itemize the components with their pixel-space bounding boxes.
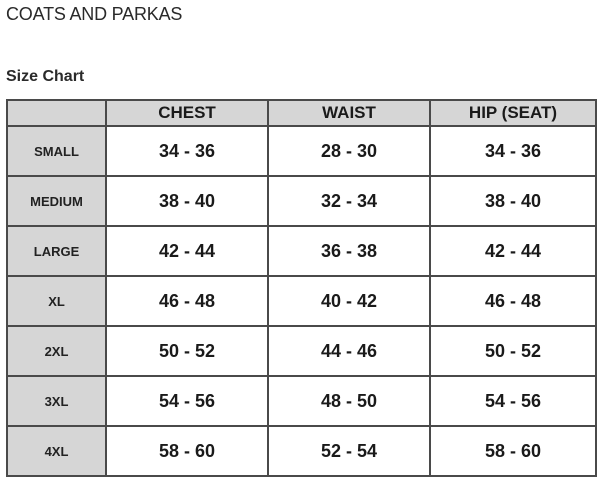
size-label: 2XL [7, 326, 106, 376]
waist-value: 32 - 34 [268, 176, 430, 226]
column-header-hip: HIP (SEAT) [430, 100, 596, 126]
size-label: XL [7, 276, 106, 326]
size-chart-table [6, 99, 597, 477]
chest-value: 54 - 56 [106, 376, 268, 426]
page-title: COATS AND PARKAS [6, 4, 183, 24]
section-title: Size Chart [6, 68, 85, 85]
chest-value: 46 - 48 [106, 276, 268, 326]
waist-value: 48 - 50 [268, 376, 430, 426]
hip-value: 38 - 40 [430, 176, 596, 226]
table-row [7, 376, 596, 426]
chest-value: 50 - 52 [106, 326, 268, 376]
table-row [7, 276, 596, 326]
size-label: SMALL [7, 126, 106, 176]
header-row [7, 100, 596, 126]
hip-value: 50 - 52 [430, 326, 596, 376]
hip-value: 42 - 44 [430, 226, 596, 276]
hip-value: 46 - 48 [430, 276, 596, 326]
chest-value: 34 - 36 [106, 126, 268, 176]
chest-value: 58 - 60 [106, 426, 268, 476]
table-row [7, 176, 596, 226]
waist-value: 44 - 46 [268, 326, 430, 376]
corner-cell [7, 100, 106, 126]
chest-value: 38 - 40 [106, 176, 268, 226]
hip-value: 34 - 36 [430, 126, 596, 176]
size-label: MEDIUM [7, 176, 106, 226]
hip-value: 54 - 56 [430, 376, 596, 426]
table-row [7, 126, 596, 176]
size-label: LARGE [7, 226, 106, 276]
waist-value: 28 - 30 [268, 126, 430, 176]
column-header-waist: WAIST [268, 100, 430, 126]
waist-value: 40 - 42 [268, 276, 430, 326]
hip-value: 58 - 60 [430, 426, 596, 476]
table-row [7, 426, 596, 476]
column-header-chest: CHEST [106, 100, 268, 126]
waist-value: 36 - 38 [268, 226, 430, 276]
table-row [7, 326, 596, 376]
chest-value: 42 - 44 [106, 226, 268, 276]
size-label: 3XL [7, 376, 106, 426]
size-label: 4XL [7, 426, 106, 476]
waist-value: 52 - 54 [268, 426, 430, 476]
table-row [7, 226, 596, 276]
